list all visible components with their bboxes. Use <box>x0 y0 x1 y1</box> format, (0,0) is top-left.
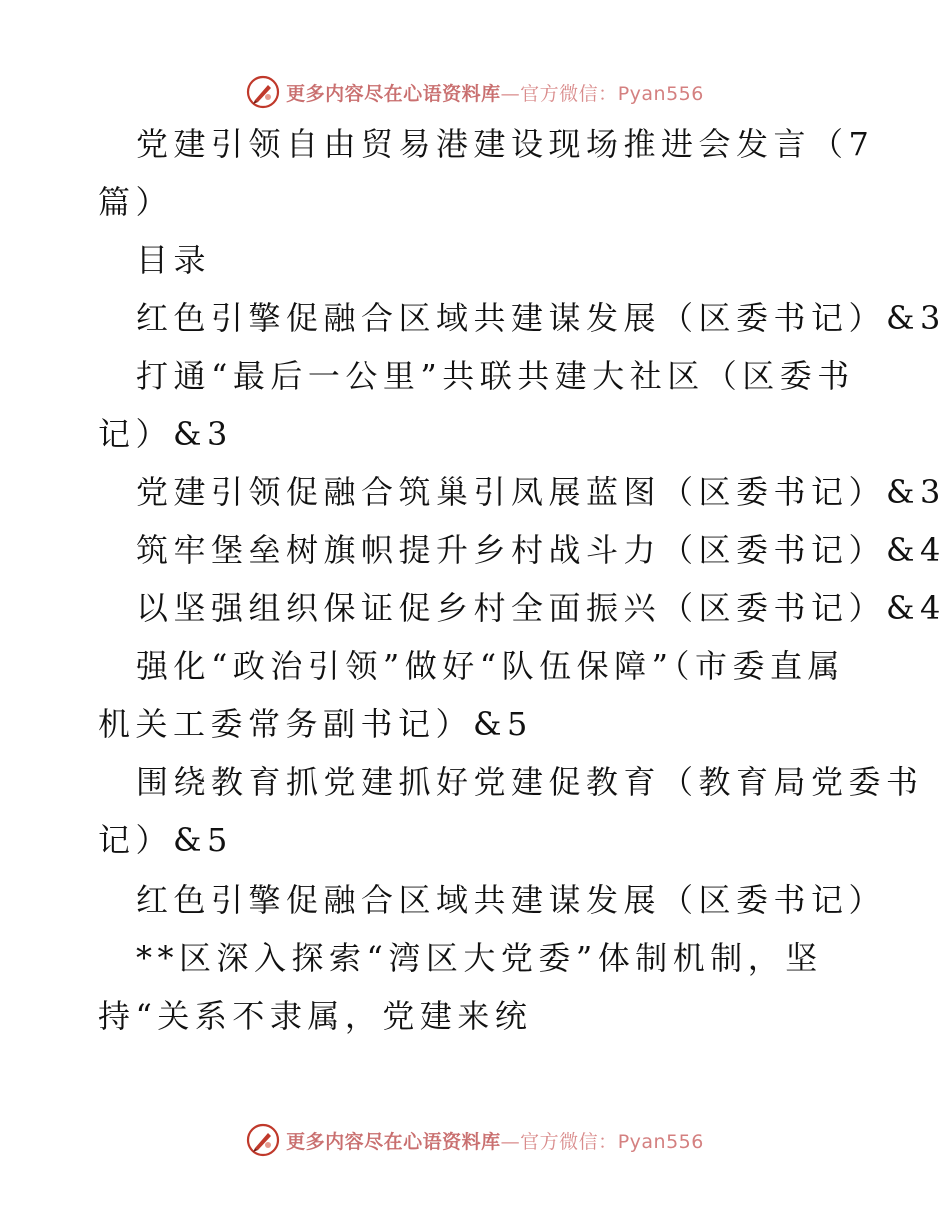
toc-item: 红色引擎促融合区域共建谋发展（区委书记）&3 <box>136 299 946 337</box>
document-title-continued: 篇） <box>98 183 174 221</box>
toc-item-continued: 记）&3 <box>98 415 233 453</box>
section-title: 红色引擎促融合区域共建谋发展（区委书记） <box>136 881 887 919</box>
watermark-wechat-id: Pyan556 <box>617 82 704 105</box>
toc-item: 党建引领促融合筑巢引凤展蓝图（区委书记）&3 <box>136 473 946 511</box>
body-paragraph-continued: 持“关系不隶属，党建来统 <box>98 997 533 1035</box>
toc-item: 筑牢堡垒树旗帜提升乡村战斗力（区委书记）&4 <box>136 531 946 569</box>
toc-item: 打通“最后一公里”共联共建大社区（区委书 <box>136 357 855 395</box>
watermark-brand: 更多内容尽在心语资料库 <box>286 82 501 105</box>
toc-heading: 目录 <box>136 241 212 279</box>
watermark-wechat-id: Pyan556 <box>617 1130 704 1153</box>
toc-item: 围绕教育抓党建抓好党建促教育（教育局党委书 <box>136 763 924 801</box>
pen-logo-icon <box>246 75 280 109</box>
toc-item-continued: 机关工委常务副书记）&5 <box>98 705 533 743</box>
watermark-suffix: 官方微信： <box>520 1130 618 1153</box>
toc-item: 强化“政治引领”做好“队伍保障”（市委直属 <box>136 647 845 685</box>
watermark-brand: 更多内容尽在心语资料库 <box>286 1130 501 1153</box>
watermark-separator: — <box>500 1130 521 1153</box>
document-title: 党建引领自由贸易港建设现场推进会发言（7 <box>136 125 875 163</box>
toc-item: 以坚强组织保证促乡村全面振兴（区委书记）&4 <box>136 589 946 627</box>
pen-logo-icon <box>246 1123 280 1157</box>
watermark-text <box>286 79 704 106</box>
watermark-footer <box>0 1120 950 1160</box>
watermark-text <box>286 1127 704 1154</box>
body-paragraph: **区深入探索“湾区大党委”体制机制，坚 <box>136 939 823 977</box>
watermark-separator: — <box>500 82 521 105</box>
watermark-suffix: 官方微信： <box>520 82 618 105</box>
toc-item-continued: 记）&5 <box>98 821 233 859</box>
watermark-header <box>0 72 950 112</box>
